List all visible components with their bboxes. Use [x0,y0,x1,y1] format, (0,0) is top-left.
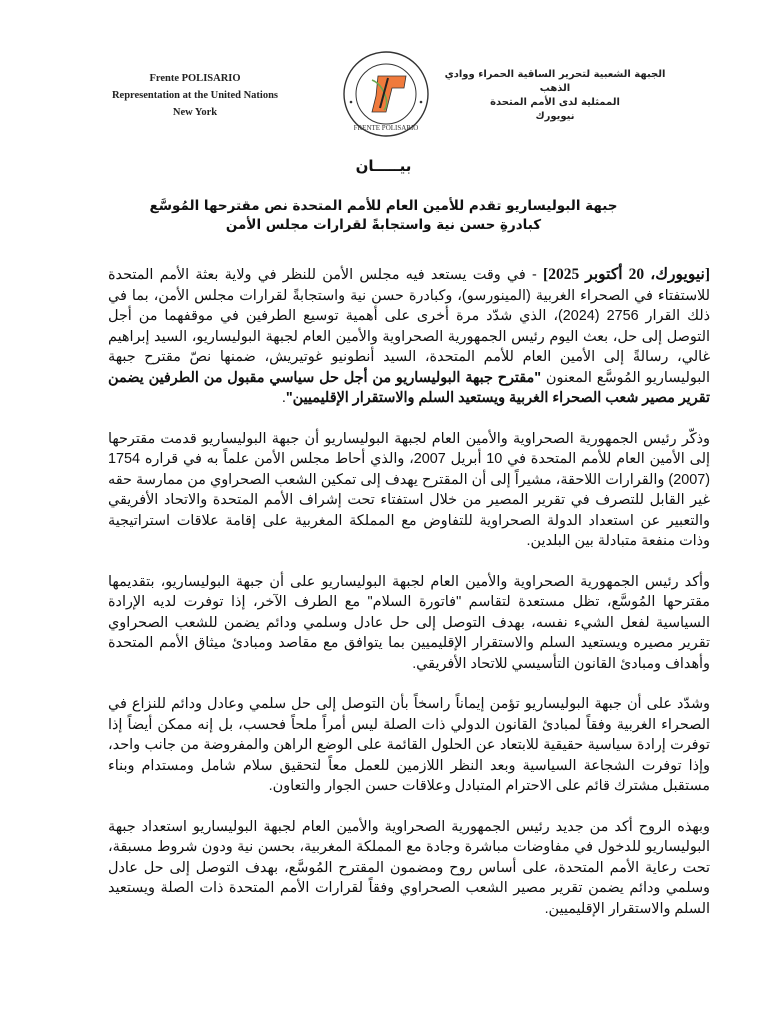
paragraph-1-text: - في وقت يستعد فيه مجلس الأمن للنظر في ولاية بعثة الأمم المتحدة للاستفتاء في الصحراء الغربية (المينورسو)، وكبادرة حسن نية واستجابةً لقرارات مجلس الأمن، بما في ذلك القرار 2756 (2024)، الذي شدّد مرة أخرى على أهمية توسيع الطرفين في موقفهما من أجل التوصل إلى حل، بعث اليوم رئيس الجمهورية الصحراوية والأمين العام لجبهة البوليساريو، السيد إبراهيم غالي، رسالةً إلى الأمين العام للأمم المتحدة، السيد أنطونيو غوتيريش، ضمنها نصّ مقترح جبهة البوليساريو المُوسَّع المعنون [108,267,711,386]
document-label: بيـــــان [355,157,412,175]
logo-ring-text: FRENTE POLISARIO [353,124,419,132]
letterhead [0,40,767,145]
paragraph-1-tail: . [281,390,286,406]
org-name-arabic: الجبهة الشعبية لتحرير الساقية الحمراء ووادي الذهب [444,69,666,94]
paragraph-2: وذكّر رئيس الجمهورية الصحراوية والأمين العام لجبهة البوليساريو أن جبهة البوليساريو قدمت مقترحها إلى الأمين العام للأمم المتحدة في 10 أبريل 2007، والذي أحاط مجلس الأمن علماً به في قراره 1754 (2007) والقرارات اللاحقة، مشيراً إلى أن المقترح يهدف إلى تمكين الشعب الصحراوي من ممارسة حقه غير القابل للتصرف في تقرير المصير من خلال استفتاء تحت إشراف الأمم المتحدة والاتحاد الأفريقي والتعبير عن استعداد الدولة الصحراوية للتفاوض مع المملكة المغربية على إقامة علاقات استراتيجية وذات منفعة متبادلة بين البلدين. [108,430,710,549]
document-headline: جبهة البوليساريو تقدم للأمين العام للأمم المتحدة نص مقترحها المُوسَّع كبادرةِ حسن نية واستجابةً لقرارات مجلس الأمن [149,198,618,233]
document-title-block [0,157,767,235]
proposal-title-quote: "مقترح جبهة البوليساريو من أجل حل سياسي مقبول من الطرفين يضمن تقرير مصير شعب الصحراء الغربية ويستعيد السلم والاستقرار الإقليميين" [108,369,710,406]
dateline: [نيويورك، 20 أكتوبر 2025] [543,266,710,283]
letterhead-english [80,70,310,121]
document-body [108,265,710,939]
city-english: New York [172,107,218,118]
paragraph-4: وشدّد على أن جبهة البوليساريو تؤمن إيماناً راسخاً بأن التوصل إلى حل سلمي وعادل ودائم للنزاع في الصحراء الغربية وفقاً لمبادئ القانون الدولي ذات الصلة ليس أمراً ملحاً فحسب، بل إنه ممكن أيضاً إذا توفرت إرادة سياسية حقيقية للابتعاد عن الحلول القائمة على الوضع الراهن والمفروضة من جانب واحد، وإذا توفرت الشجاعة السياسية وبعد النظر اللازمين للعمل معاً لتحقيق سلام شامل ومستدام وبناء مستقبل مشترك قائم على الاحترام المتبادل وعلاقات حسن الجوار والتعاون. [108,696,710,794]
paragraph-3: وأكد رئيس الجمهورية الصحراوية والأمين العام لجبهة البوليساريو على أن جبهة البوليساريو، بتقديمها مقترحها المُوسَّع، تظل مستعدة لتقاسم "فاتورة السلام" مع الطرف الآخر، إذا توفرت لديه الإرادة السياسية لفعل الشيء نفسه، بهدف التوصل إلى حل عادل وسلمي ودائم يضمن للشعب الصحراوي تقرير مصيره ويستعيد السلم والاستقرار الإقليميين بما يتوافق مع مقاصد ومبادئ ميثاق الأمم المتحدة وأهداف ومبادئ القانون التأسيسي للاتحاد الأفريقي. [108,573,710,672]
representation-arabic: الممثلية لدى الأمم المتحدة [490,97,620,108]
city-arabic: نيويورك [535,111,575,122]
letterhead-arabic [440,68,670,124]
paragraph-1 [108,265,710,409]
paragraph-5: وبهذه الروح أكد من جديد رئيس الجمهورية الصحراوية والأمين العام لجبهة البوليساريو استعداد جبهة البوليساريو للدخول في مفاوضات مباشرة وجادة مع المملكة المغربية، بحسن نية ودون شروط مسبقة، تحت رعاية الأمم المتحدة، على أساس روح ومضمون المقترح المُوسَّع، بهدف التوصل إلى حل عادل وسلمي ودائم يضمن تقرير مصير الشعب الصحراوي وفقاً لقرارات الأمم المتحدة ذات الصلة ويستعيد السلم والاستقرار الإقليميين. [108,818,710,917]
representation-english: Representation at the United Nations [111,90,279,101]
frente-polisario-emblem-icon [342,50,430,138]
org-name-english: Frente POLISARIO [149,73,241,84]
